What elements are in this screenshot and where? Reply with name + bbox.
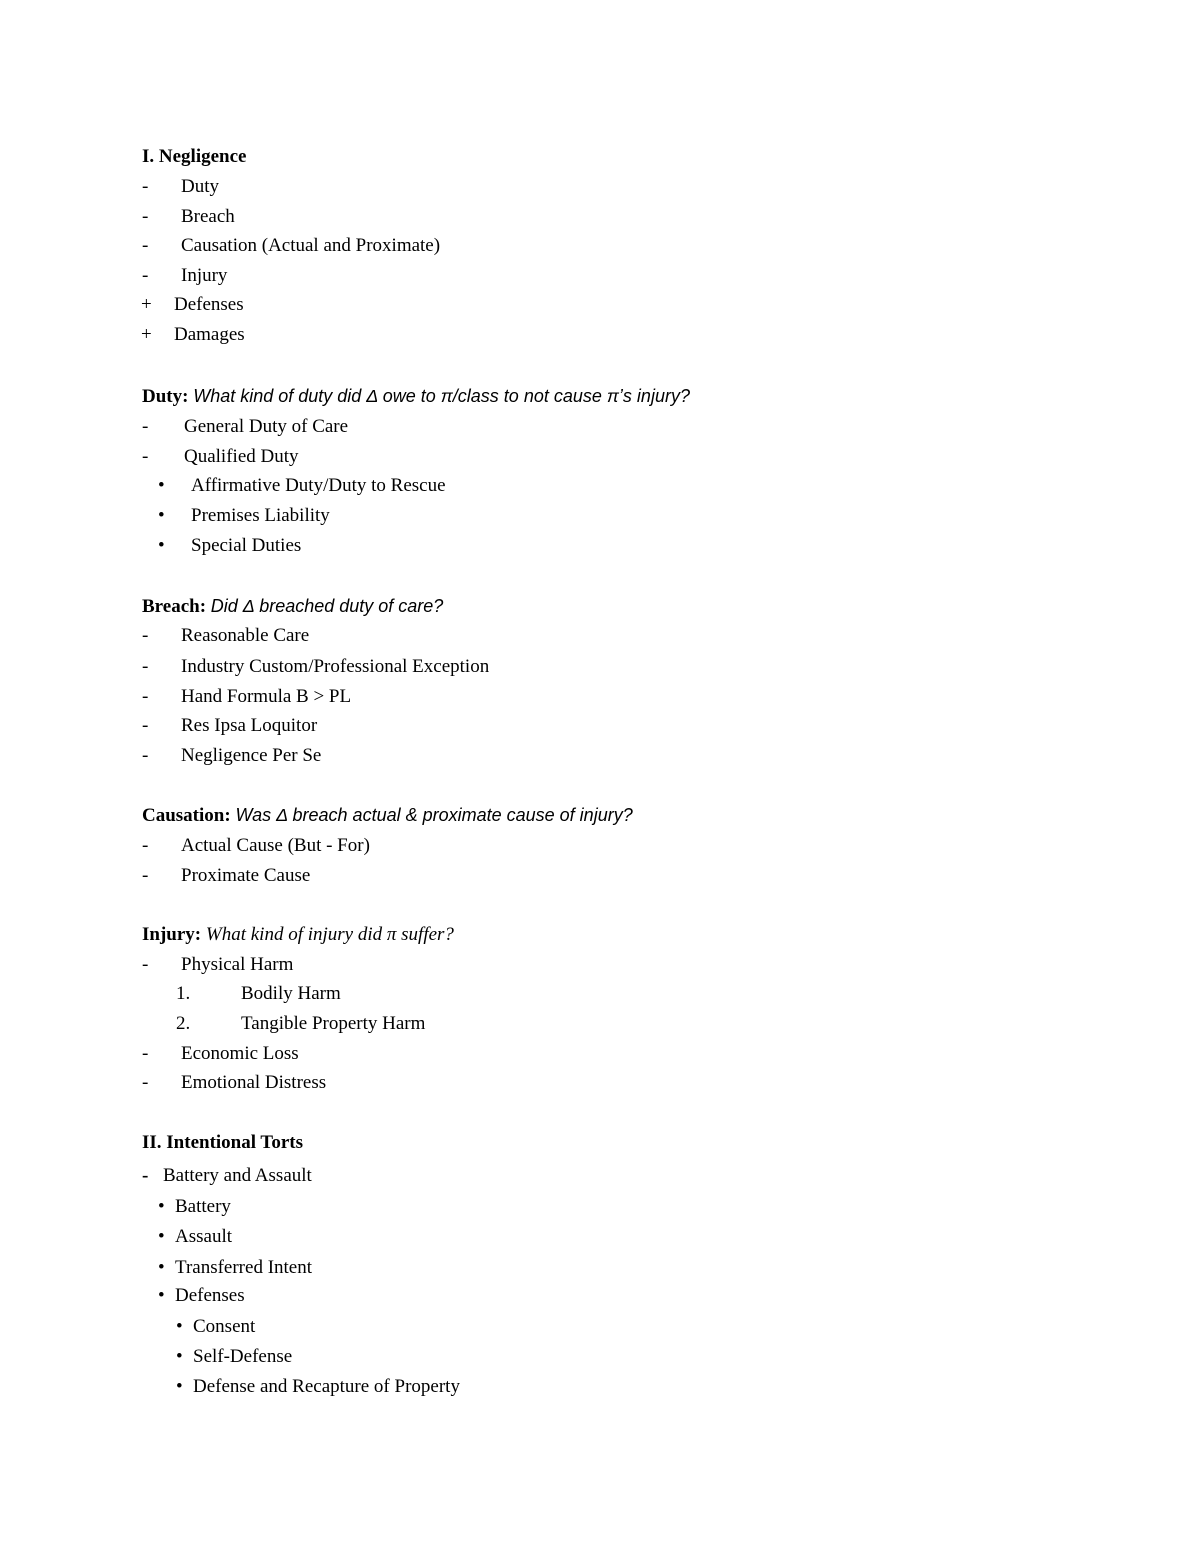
list-item-text: Self-Defense	[193, 1346, 293, 1367]
list-item-text: Emotional Distress	[181, 1072, 327, 1093]
bullet-marker: •	[176, 1346, 183, 1367]
list-item-text: Affirmative Duty/Duty to Rescue	[191, 475, 446, 496]
list-item-text: Battery	[175, 1196, 231, 1217]
list-item-text: Battery and Assault	[163, 1165, 312, 1186]
list-item-text: Damages	[174, 324, 245, 345]
bullet-marker: •	[158, 1196, 165, 1217]
list-item-text: Transferred Intent	[175, 1257, 313, 1278]
bullet-marker: •	[158, 535, 165, 556]
injury-label: Injury:	[142, 924, 202, 945]
plus-marker: +	[141, 324, 152, 345]
dash-marker: -	[142, 1165, 149, 1186]
bullet-marker: •	[158, 1285, 165, 1306]
list-item-text: Hand Formula B > PL	[181, 686, 352, 707]
causation-label: Causation:	[142, 805, 231, 826]
dash-marker: -	[142, 1043, 149, 1064]
breach-label: Breach:	[142, 596, 207, 617]
list-item-text: Industry Custom/Professional Exception	[181, 656, 490, 677]
list-item-text: Actual Cause (But - For)	[181, 835, 370, 856]
list-item-text: Consent	[193, 1316, 256, 1337]
dash-marker: -	[142, 446, 149, 467]
dash-marker: -	[142, 206, 149, 227]
dash-marker: -	[142, 954, 149, 975]
dash-marker: -	[142, 745, 149, 766]
list-item-text: Causation (Actual and Proximate)	[181, 235, 441, 256]
heading-text: II. Intentional Torts	[142, 1132, 304, 1153]
dash-marker: -	[142, 835, 149, 856]
bullet-marker: •	[158, 1226, 165, 1247]
list-item-text: Bodily Harm	[241, 983, 341, 1004]
dash-marker: -	[142, 715, 149, 736]
number-marker: 1.	[176, 983, 191, 1004]
list-item-text: Defenses	[175, 1285, 245, 1306]
number-marker: 2.	[176, 1013, 191, 1034]
duty-question: What kind of duty did Δ owe to π/class to not cause π’s injury?	[193, 386, 690, 406]
duty-label: Duty:	[142, 386, 189, 407]
heading-text: I. Negligence	[142, 146, 247, 167]
bullet-marker: •	[158, 475, 165, 496]
list-item-text: Injury	[181, 265, 228, 286]
dash-marker: -	[142, 235, 149, 256]
dash-marker: -	[142, 1072, 149, 1093]
dash-marker: -	[142, 865, 149, 886]
list-item-text: Duty	[181, 176, 219, 197]
injury-question: What kind of injury did π suffer?	[205, 924, 454, 945]
list-item-text: Reasonable Care	[181, 625, 310, 646]
list-item-text: Negligence Per Se	[181, 745, 322, 766]
list-item-text: Res Ipsa Loquitor	[181, 715, 318, 736]
plus-marker: +	[141, 294, 152, 315]
dash-marker: -	[142, 625, 149, 646]
bullet-marker: •	[158, 1257, 165, 1278]
list-item-text: Proximate Cause	[181, 865, 311, 886]
list-item-text: Defenses	[174, 294, 244, 315]
dash-marker: -	[142, 416, 149, 437]
list-item-text: Tangible Property Harm	[241, 1013, 426, 1034]
bullet-marker: •	[176, 1316, 183, 1337]
list-item-text: Defense and Recapture of Property	[193, 1376, 460, 1397]
list-item-text: Physical Harm	[181, 954, 294, 975]
bullet-marker: •	[176, 1376, 183, 1397]
dash-marker: -	[142, 176, 149, 197]
dash-marker: -	[142, 265, 149, 286]
list-item-text: Premises Liability	[191, 505, 330, 526]
list-item-text: Breach	[181, 206, 235, 227]
list-item-text: General Duty of Care	[184, 416, 349, 437]
list-item-text: Qualified Duty	[184, 446, 299, 467]
dash-marker: -	[142, 656, 149, 677]
dash-marker: -	[142, 686, 149, 707]
bullet-marker: •	[158, 505, 165, 526]
list-item-text: Economic Loss	[181, 1043, 299, 1064]
list-item-text: Special Duties	[191, 535, 302, 556]
breach-question: Did Δ breached duty of care?	[210, 596, 444, 616]
list-item-text: Assault	[175, 1226, 232, 1247]
causation-question: Was Δ breach actual & proximate cause of injury?	[235, 805, 633, 825]
